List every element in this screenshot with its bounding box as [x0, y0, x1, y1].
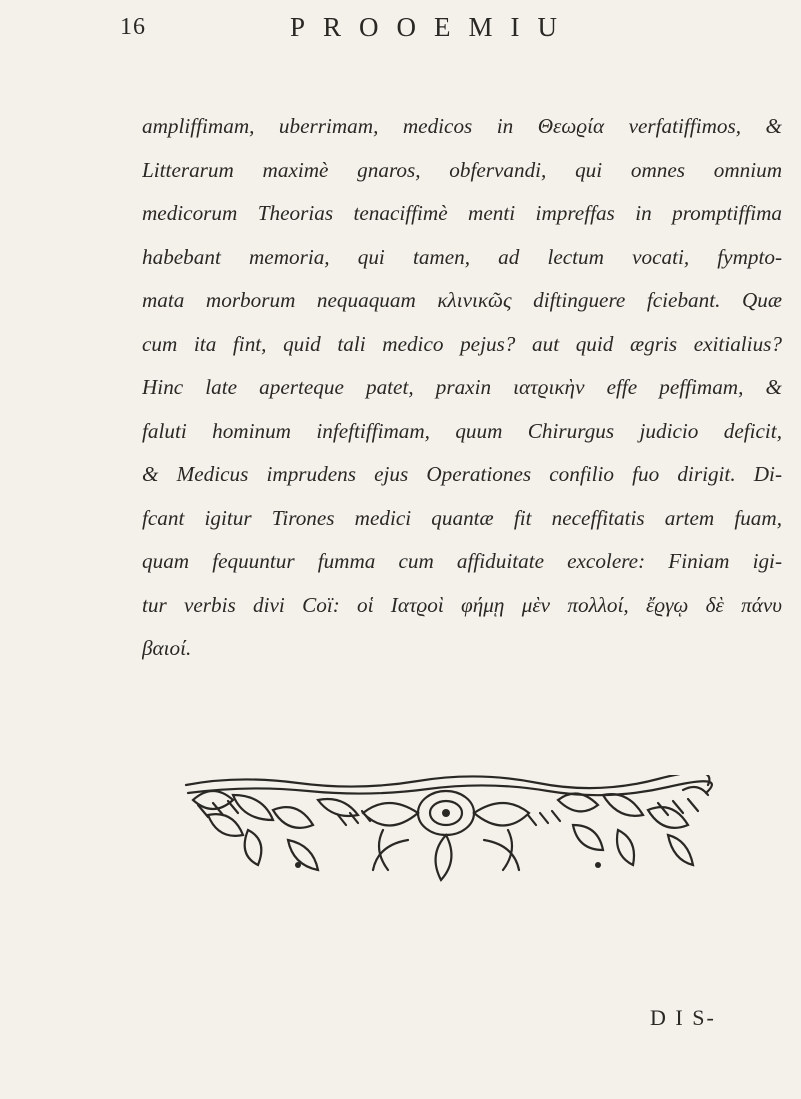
text-line: ampliffimam, uberrimam, medicos in Θεωϱία verfatiffimos, & — [142, 114, 782, 138]
text-line: mata morborum nequaquam κλινικῶς diftinguere fciebant. Quæ — [142, 288, 782, 312]
text-line: Hinc late aperteque patet, praxin ιατϱικὴν effe peffimam, & — [142, 375, 782, 399]
text-line: cum ita fint, quid tali medico pejus? aut quid ægris exitialius? — [142, 331, 782, 356]
text-line: faluti hominum infeftiffimam, quum Chirurgus judicio deficit, — [142, 418, 782, 443]
text-line: habebant memoria, qui tamen, ad lectum vocati, fympto- — [142, 244, 782, 269]
text-line: tur verbis divi Coï: οἱ Ιατϱοὶ φήμῃ μὲν πολλοί, ἔϱγῳ δὲ πάνυ — [142, 592, 782, 617]
running-title: PROOEMIU — [290, 12, 576, 42]
text-line: quam fequuntur fumma cum affiduitate excolere: Finiam igi- — [142, 549, 782, 573]
floral-ornament-icon — [178, 775, 713, 885]
page-number: 16 — [120, 14, 146, 40]
text-line: fcant igitur Tirones medici quantæ fit neceffitatis artem fuam, — [142, 505, 782, 530]
text-line: & Medicus imprudens ejus Operationes confilio fuo dirigit. Di- — [142, 462, 782, 486]
text-line: Litterarum maximè gnaros, obfervandi, qui omnes omnium — [142, 157, 782, 182]
text-line: βαιοί. — [142, 636, 192, 660]
text-line: medicorum Theorias tenaciffimè menti impreffas in promptiffima — [142, 201, 782, 225]
body-text — [142, 105, 782, 671]
page-header — [120, 12, 780, 52]
catchword: D I S- — [650, 1005, 716, 1030]
